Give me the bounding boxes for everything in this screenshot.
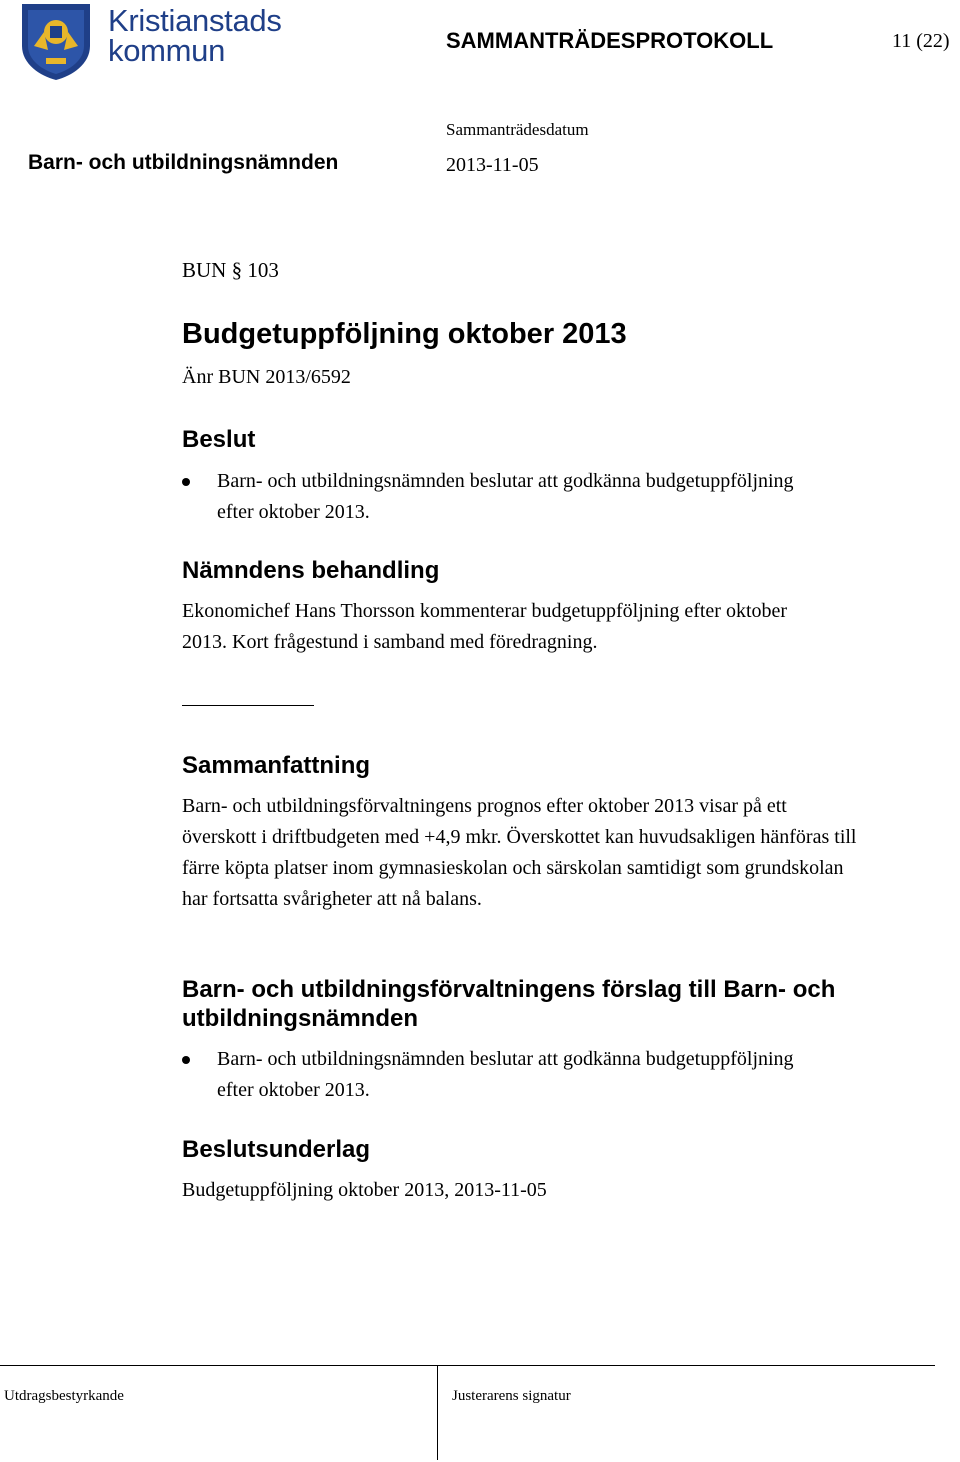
heading-forslag: Barn- och utbildningsförvaltningens förslag till Barn- och utbildningsnämnden xyxy=(182,976,836,1032)
item-title: Budgetuppföljning oktober 2013 xyxy=(182,318,627,350)
committee-name: Barn- och utbildningsnämnden xyxy=(28,151,339,174)
logo-line-2: kommun xyxy=(108,33,226,68)
bullet-icon xyxy=(182,1056,190,1064)
document-title: SAMMANTRÄDESPROTOKOLL xyxy=(446,28,774,53)
separator-line xyxy=(182,705,314,706)
footer-certification-label: Utdragsbestyrkande xyxy=(4,1388,124,1404)
footer-column-divider xyxy=(437,1365,438,1460)
heading-sammanfattning: Sammanfattning xyxy=(182,752,371,779)
meeting-date-value: 2013-11-05 xyxy=(446,154,539,176)
case-number: Änr BUN 2013/6592 xyxy=(182,366,351,388)
coat-of-arms-icon xyxy=(20,2,92,82)
heading-beslutsunderlag: Beslutsunderlag xyxy=(182,1136,371,1163)
item-reference: BUN § 103 xyxy=(182,258,279,282)
meeting-date-label: Sammanträdesdatum xyxy=(446,120,589,139)
behandling-text: Ekonomichef Hans Thorsson kommenterar budgetuppföljning efter oktober 2013. Kort frågestund i samband med föredragning. xyxy=(182,600,788,653)
bullet-text: Barn- och utbildningsnämnden beslutar att godkänna budgetuppföljning efter oktober 2013. xyxy=(217,470,794,523)
bullet-icon xyxy=(182,478,190,486)
logo-wordmark xyxy=(108,3,282,68)
sammanfattning-text: Barn- och utbildningsförvaltningens prognos efter oktober 2013 visar på ett överskott i driftbudgeten med +4,9 mkr. Överskottet kan huvudsakligen hänföras till färre köpta platser inom gymnasieskolan och särskolan samtidigt som grundskolan har fortsatta svårigheter att nå balans. xyxy=(182,795,857,910)
page-number: 11 (22) xyxy=(892,30,950,52)
logo-line-1: Kristianstads xyxy=(108,3,282,38)
bullet-text: Barn- och utbildningsnämnden beslutar att godkänna budgetuppföljning efter oktober 2013. xyxy=(217,1048,794,1101)
heading-beslut: Beslut xyxy=(182,426,256,453)
beslutsunderlag-text: Budgetuppföljning oktober 2013, 2013-11-05 xyxy=(182,1179,547,1201)
footer-signature-label: Justerarens signatur xyxy=(452,1388,571,1404)
heading-behandling: Nämndens behandling xyxy=(182,557,440,584)
footer-divider xyxy=(0,1365,935,1366)
